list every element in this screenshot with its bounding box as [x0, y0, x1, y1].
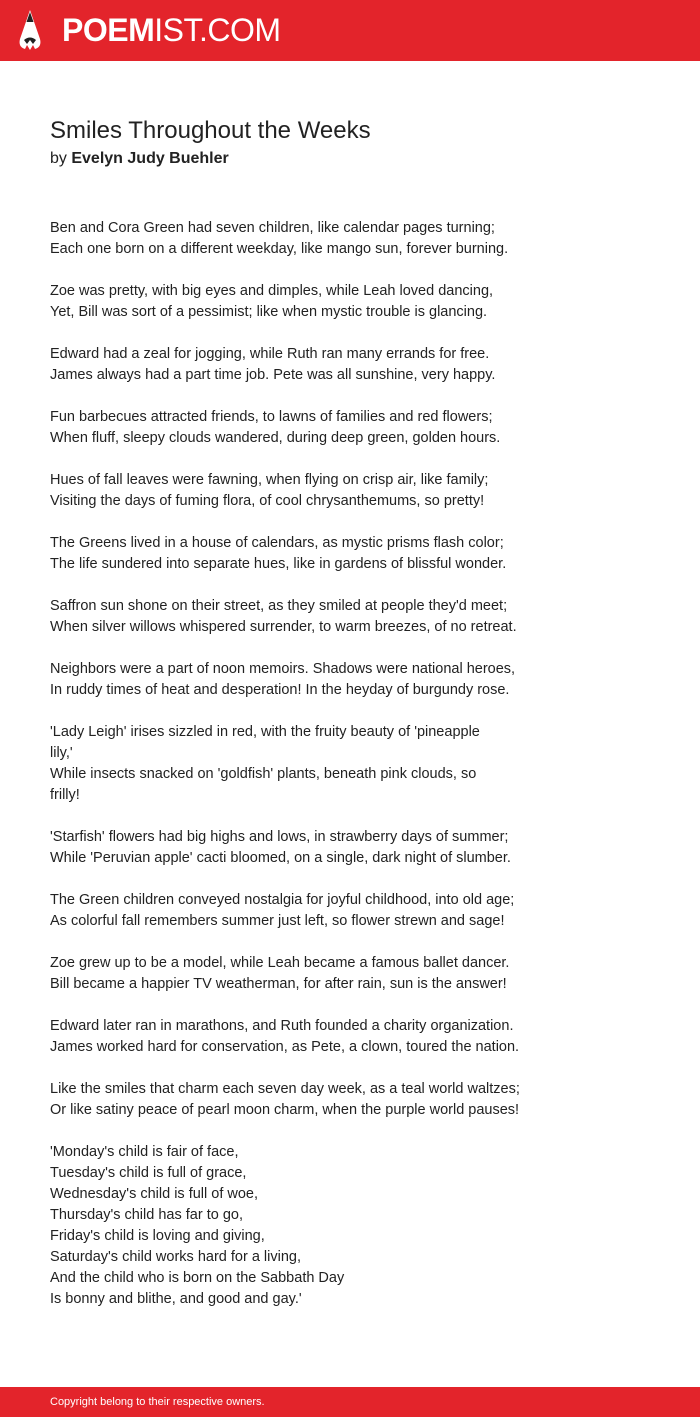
- poem-line: 'Lady Leigh' irises sizzled in red, with the fruity beauty of 'pineapple: [50, 724, 480, 740]
- poem-line: While insects snacked on 'goldfish' plants, beneath pink clouds, so: [50, 766, 477, 782]
- poem-title: Smiles Throughout the Weeks: [50, 117, 371, 144]
- poem-line: Yet, Bill was sort of a pessimist; like when mystic trouble is glancing.: [50, 304, 488, 320]
- poem-line: When silver willows whispered surrender, to warm breezes, of no retreat.: [50, 619, 517, 635]
- poem-line: Neighbors were a part of noon memoirs. Shadows were national heroes,: [50, 661, 516, 677]
- poem-stanza: [50, 218, 560, 260]
- poem-line: lily,': [50, 745, 73, 761]
- poem-line: 'Starfish' flowers had big highs and lows, in strawberry days of summer;: [50, 829, 509, 845]
- logo-light-text: IST.COM: [154, 12, 281, 48]
- poem-line: Saturday's child works hard for a living,: [50, 1249, 301, 1265]
- site-footer: [0, 1387, 700, 1417]
- poem-line: And the child who is born on the Sabbath Day: [50, 1270, 345, 1286]
- poem-line: Friday's child is loving and giving,: [50, 1228, 265, 1244]
- poem-stanza: [50, 1016, 560, 1058]
- poem-line: Or like satiny peace of pearl moon charm, when the purple world pauses!: [50, 1102, 520, 1118]
- poem-line: Tuesday's child is full of grace,: [50, 1165, 247, 1181]
- poem-stanza: [50, 827, 560, 869]
- poem-line: When fluff, sleepy clouds wandered, during deep green, golden hours.: [50, 430, 501, 446]
- poem-line: Hues of fall leaves were fawning, when flying on crisp air, like family;: [50, 472, 489, 488]
- poem-body: [50, 218, 560, 1331]
- poem-line: Ben and Cora Green had seven children, like calendar pages turning;: [50, 220, 495, 236]
- poem-line: James always had a part time job. Pete was all sunshine, very happy.: [50, 367, 496, 383]
- poem-line: In ruddy times of heat and desperation! In the heyday of burgundy rose.: [50, 682, 510, 698]
- poem-stanza: [50, 1142, 560, 1310]
- poem-stanza: [50, 533, 560, 575]
- poem-line: Like the smiles that charm each seven day week, as a teal world waltzes;: [50, 1081, 520, 1097]
- poem-stanza: [50, 890, 560, 932]
- poem-line: Is bonny and blithe, and good and gay.': [50, 1291, 302, 1307]
- poem-line: 'Monday's child is fair of face,: [50, 1144, 239, 1160]
- poem-stanza: [50, 470, 560, 512]
- poem-line: Fun barbecues attracted friends, to lawns of families and red flowers;: [50, 409, 493, 425]
- pencil-tip-icon[interactable]: [17, 9, 43, 52]
- poem-line: As colorful fall remembers summer just left, so flower strewn and sage!: [50, 913, 505, 929]
- poem-stanza: [50, 407, 560, 449]
- poem-line: James worked hard for conservation, as Pete, a clown, toured the nation.: [50, 1039, 520, 1055]
- poem-line: Each one born on a different weekday, like mango sun, forever burning.: [50, 241, 509, 257]
- poem-line: Edward later ran in marathons, and Ruth founded a charity organization.: [50, 1018, 514, 1034]
- poem-stanza: [50, 659, 560, 701]
- poem-line: The life sundered into separate hues, like in gardens of blissful wonder.: [50, 556, 507, 572]
- poem-line: Saffron sun shone on their street, as they smiled at people they'd meet;: [50, 598, 508, 614]
- site-header: [0, 0, 700, 61]
- poem-line: Bill became a happier TV weatherman, for after rain, sun is the answer!: [50, 976, 507, 992]
- poem-author: Evelyn Judy Buehler: [71, 150, 229, 167]
- poem-stanza: [50, 281, 560, 323]
- poem-stanza: [50, 722, 560, 806]
- poem-line: Visiting the days of fuming flora, of cool chrysanthemums, so pretty!: [50, 493, 485, 509]
- poem-line: Zoe was pretty, with big eyes and dimples, while Leah loved dancing,: [50, 283, 494, 299]
- poem-stanza: [50, 596, 560, 638]
- poem-line: Thursday's child has far to go,: [50, 1207, 243, 1223]
- poem-line: Edward had a zeal for jogging, while Ruth ran many errands for free.: [50, 346, 490, 362]
- copyright-notice: Copyright belong to their respective owners.: [50, 1396, 265, 1408]
- poem-line: While 'Peruvian apple' cacti bloomed, on a single, dark night of slumber.: [50, 850, 511, 866]
- poem-line: Zoe grew up to be a model, while Leah became a famous ballet dancer.: [50, 955, 510, 971]
- site-logo-link[interactable]: [62, 10, 281, 50]
- byline-prefix: by: [50, 150, 67, 167]
- poem-line: The Green children conveyed nostalgia for joyful childhood, into old age;: [50, 892, 515, 908]
- poem-line: frilly!: [50, 787, 80, 803]
- poem-line: The Greens lived in a house of calendars, as mystic prisms flash color;: [50, 535, 504, 551]
- poem-byline: [50, 148, 229, 170]
- poem-stanza: [50, 953, 560, 995]
- logo-bold-text: POEM: [62, 12, 155, 48]
- poem-stanza: [50, 344, 560, 386]
- poem-line: Wednesday's child is full of woe,: [50, 1186, 259, 1202]
- poem-stanza: [50, 1079, 560, 1121]
